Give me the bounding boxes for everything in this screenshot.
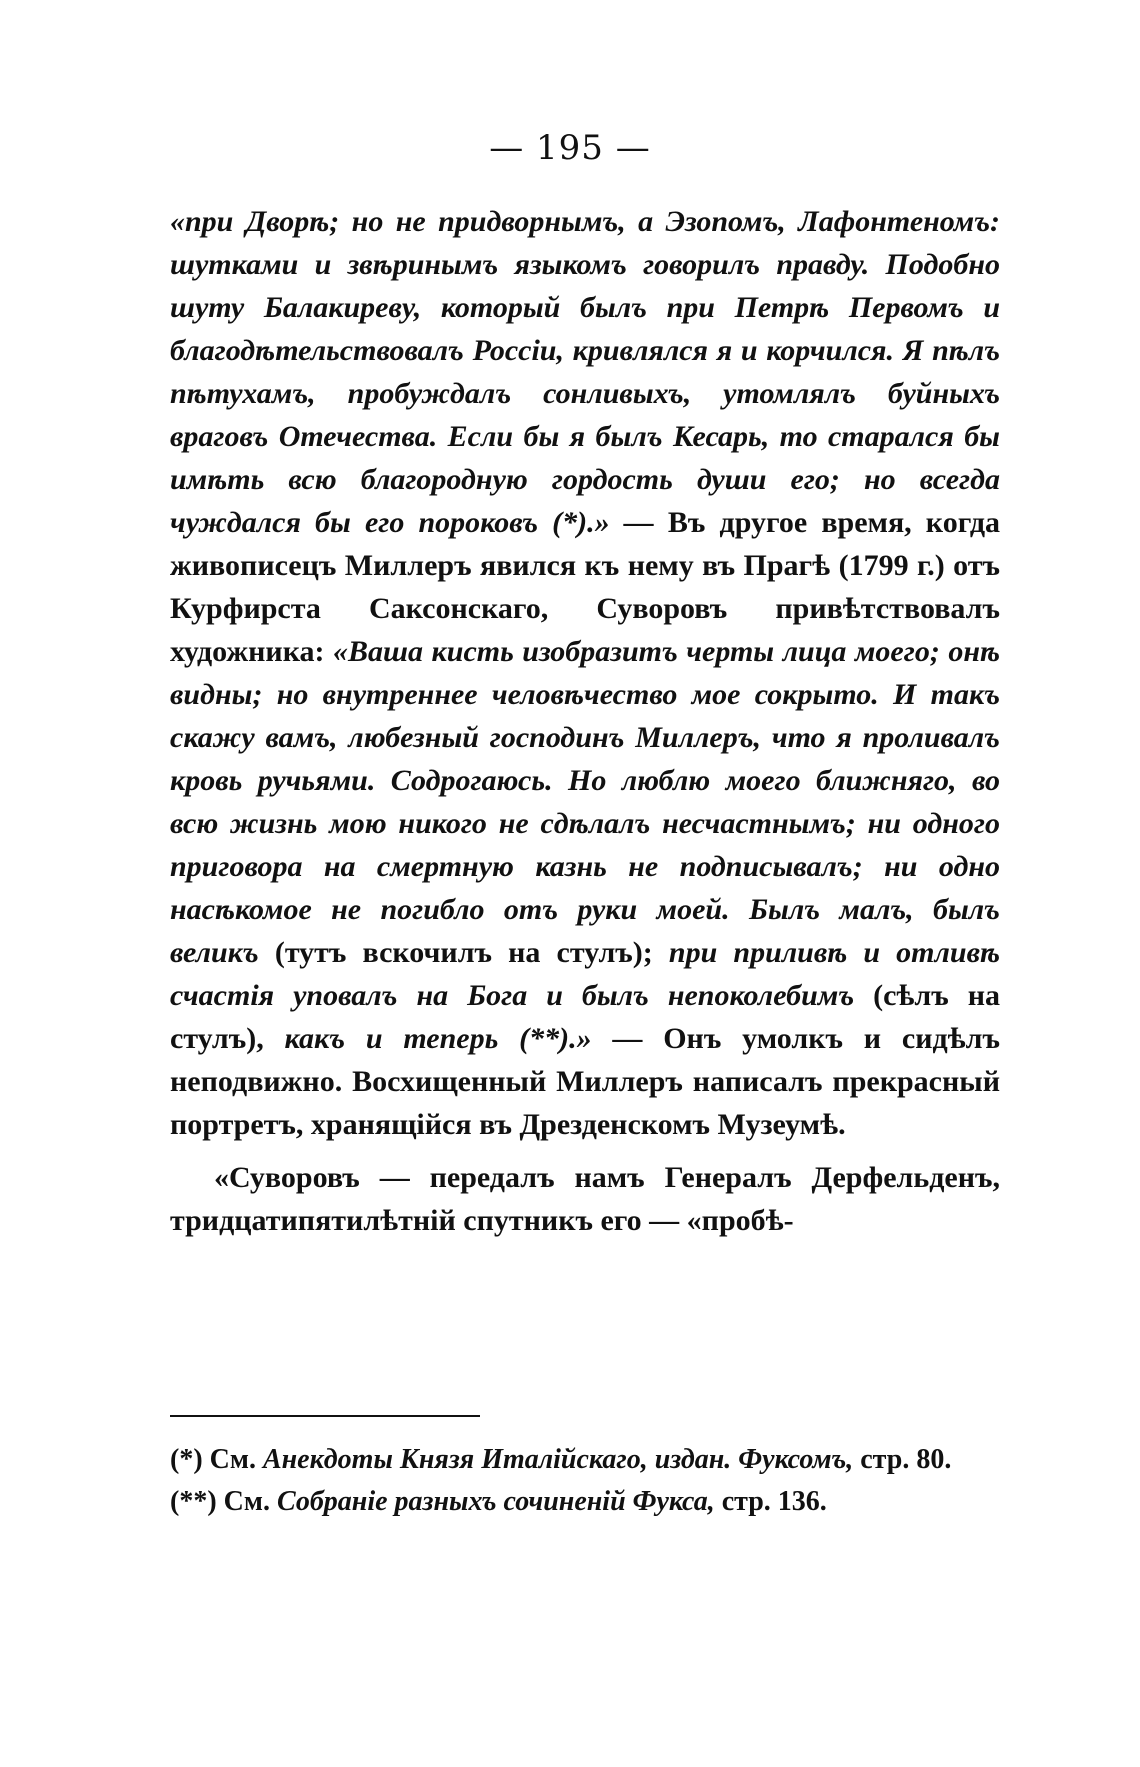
quote-segment-2: «Ваша кисть изобразитъ черты лица моего; онѣ видны; но внутреннее человѣчество мое сокрыто. И такъ скажу вамъ, любезный господинъ Миллеръ, что я проливалъ кровь ручьями. Содрогаюсь. Но люблю моего ближняго, во всю жизнь мою никого не сдѣлалъ несчастнымъ; ни одного приговора на смертную казнь не подписывалъ; ни одно насѣкомое не погибло отъ руки моей. Былъ малъ, былъ великъ [170,635,1000,969]
narrative-segment-2: (тутъ вскочилъ на стулъ); [258,936,669,969]
narrative-segment-1: Въ другое время, когда живописецъ Миллеръ явился къ нему въ Прагѣ (1799 г.) отъ Курфирста Саксонскаго, Суворовъ привѣтствовалъ художника: [170,506,1000,668]
footnote-prefix: См. [223,1486,270,1517]
footnote-divider [170,1415,480,1417]
footnote-prefix: См. [209,1444,256,1475]
narrative-segment-4: — Онъ умолкъ и сидѣлъ неподвижно. Восхищенный Миллеръ написалъ прекрасный портретъ, хранящійся въ Дрезденскомъ Музеумѣ. [170,1022,1000,1141]
footnote-mark: (*) [170,1444,203,1475]
footnotes [170,1440,1000,1524]
footnote-title: Собраніе разныхъ сочиненій Фукса, [276,1486,715,1517]
footnote-2 [170,1482,1000,1522]
quote-segment-4: какъ и теперь (**).» [284,1022,592,1055]
footnote-1 [170,1440,1000,1480]
footnote-page: стр. 80. [860,1444,952,1475]
narrative-segment-3: (сѣлъ на стулъ), [170,979,1000,1055]
footnote-mark: (**) [170,1486,217,1517]
footnote-page: стр. 136. [721,1486,827,1517]
body-text [170,200,1000,1242]
quote-segment-1: «при Дворѣ; но не придворнымъ, а Эзопомъ, Лафонтеномъ: шутками и звѣринымъ языкомъ говорилъ правду. Подобно шуту Балакиреву, который былъ при Петрѣ Первомъ и благодѣтельствовалъ Россіи, кривлялся я и корчился. Я пѣлъ пѣтухамъ, пробуждалъ сонливыхъ, утомлялъ буйныхъ враговъ Отечества. Если бы я былъ Кесарь, то старался бы имѣть всю благородную гордость души его; но всегда чуждался бы его пороковъ (*).» — [170,205,1000,539]
paragraph-2: «Суворовъ — передалъ намъ Генералъ Дерфельденъ, тридцатипятилѣтній спутникъ его — «пробѣ- [170,1161,1000,1237]
quote-segment-3: при приливѣ и отливѣ счастія уповалъ на Бога и былъ непоколебимъ [170,936,1000,1012]
footnote-title: Анекдоты Князя Италійскаго, издан. Фуксомъ, [262,1444,854,1475]
paragraph-1 [170,200,1000,1146]
page-number: — 195 — [489,128,651,168]
